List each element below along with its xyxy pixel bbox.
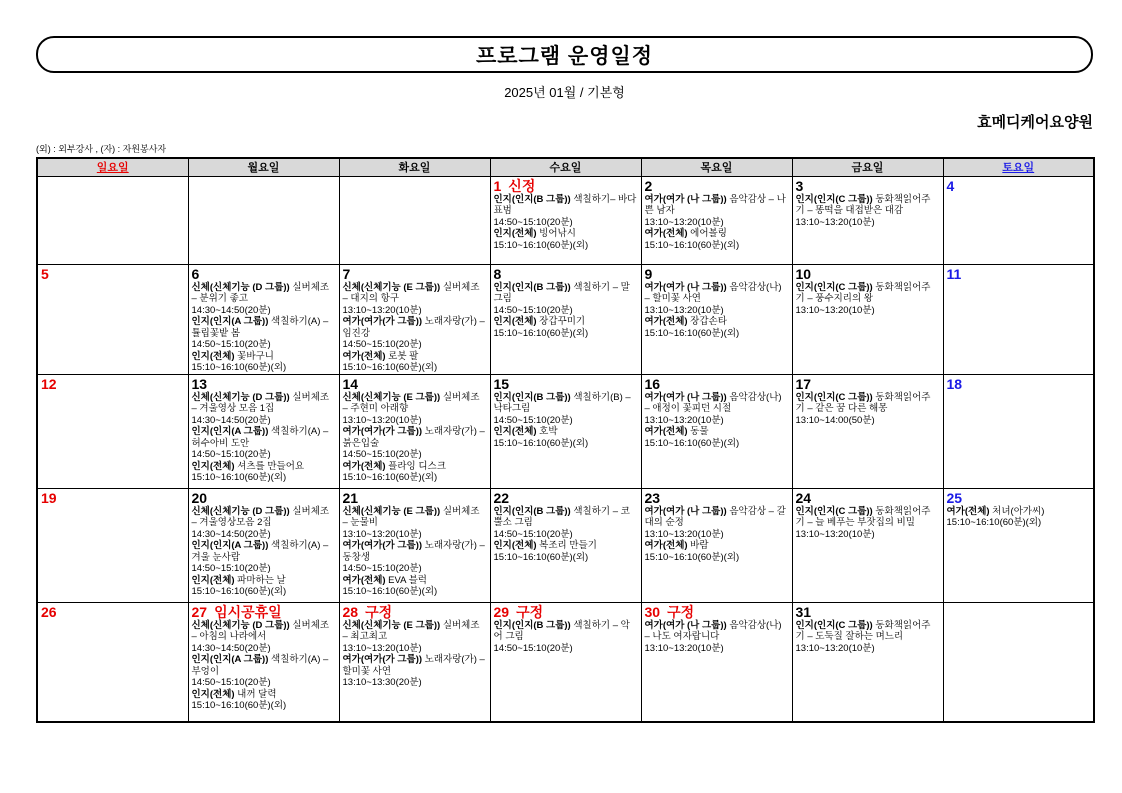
- program-time: 14:50~15:10(20분): [493, 414, 573, 426]
- date-number: 9: [644, 265, 653, 282]
- program-entry: 여가(여가(가 그룹)) 노래자랑(가) – 동창생: [342, 540, 485, 563]
- program-time: 14:50~15:10(20분): [493, 642, 573, 654]
- date-number: 14: [342, 375, 359, 392]
- program-time: 14:50~15:10(20분): [493, 528, 573, 540]
- program-entry: 인지(인지(A 그룹)) 색칠하기(A) – 허수아비 도안: [191, 426, 329, 449]
- program-entry: 인지(인지(A 그룹)) 색칠하기(A) – 부엉이: [191, 654, 329, 677]
- date-line: [796, 178, 940, 194]
- program-time: 15:10~16:10(60분)(외): [191, 700, 287, 711]
- program-time: 13:10~13:20(10분): [342, 642, 422, 654]
- program-time: 14:50~15:10(20분): [493, 304, 573, 316]
- date-line: [645, 376, 789, 392]
- program-entry: 여가(전체) 플라잉 디스크: [342, 460, 446, 472]
- calendar-cell-empty: [37, 176, 188, 264]
- calendar-cell-day-30: [641, 602, 792, 722]
- program-entry: 인지(인지(C 그룹)) 동화책읽어주기 – 도둑질 잘하는 며느리: [795, 619, 931, 642]
- program-entry: 인지(인지(A 그룹)) 색칠하기(A) – 튤립꽃밭 봄: [191, 316, 329, 339]
- program-category: 인지(인지(B 그룹)): [493, 505, 571, 517]
- program-entry: 여가(여가 (나 그룹)) 음악감상 – 갈대의 순정: [644, 505, 786, 528]
- program-category: 인지(인지(A 그룹)): [191, 426, 269, 437]
- program-entry: 인지(인지(C 그룹)) 동화책읽어주기 – 똥떡을 대접받은 대감: [795, 193, 931, 216]
- program-time: 13:10~13:20(10분): [644, 528, 724, 540]
- program-time: 14:30~14:50(20분): [191, 528, 271, 540]
- program-category: 여가(여가 (나 그룹)): [644, 281, 727, 293]
- calendar-cell-empty: [188, 176, 339, 264]
- date-line: [947, 490, 1091, 506]
- weekday-label: 목요일: [700, 162, 733, 175]
- date-number: 3: [795, 177, 804, 194]
- program-time: 14:50~15:10(20분): [191, 339, 271, 350]
- week-row-4: [37, 602, 1094, 722]
- calendar-cell-day-14: [339, 374, 490, 488]
- calendar-cell-day-19: [37, 488, 188, 602]
- date-line: [494, 178, 638, 194]
- program-category: 인지(전체): [191, 460, 235, 472]
- calendar-cell-day-15: [490, 374, 641, 488]
- program-entry: 여가(전체) 장갑손타: [644, 316, 727, 327]
- weekday-label: 월요일: [247, 162, 280, 175]
- program-category: 인지(전체): [493, 316, 537, 327]
- program-category: 인지(인지(B 그룹)): [493, 391, 571, 403]
- program-entry: 신체(신체기능 (E 그룹)) 실버체조 – 대지의 항구: [342, 281, 480, 304]
- date-number: 30: [644, 603, 661, 620]
- program-time: 13:10~13:20(10분): [644, 304, 724, 316]
- program-time: 15:10~16:10(60분)(외): [342, 472, 438, 483]
- program-category: 여가(여가 (나 그룹)): [644, 505, 727, 517]
- program-entry: 여가(전체) 동물: [644, 426, 709, 437]
- program-entry: 인지(인지(C 그룹)) 동화책읽어주기 – 같은 꿈 다른 해몽: [795, 391, 931, 414]
- facility-name: 효메디케어요양원: [977, 114, 1093, 131]
- program-entry: 인지(인지(B 그룹)) 색칠하기– 바다 표범: [493, 193, 637, 216]
- program-time: 15:10~16:10(60분)(외): [342, 586, 438, 597]
- program-category: 인지(인지(C 그룹)): [795, 505, 873, 517]
- schedule-calendar: [36, 157, 1095, 723]
- date-line: [947, 266, 1091, 282]
- program-time: 14:50~15:10(20분): [342, 563, 422, 574]
- date-line: [192, 266, 336, 282]
- calendar-cell-day-6: [188, 264, 339, 374]
- calendar-cell-day-17: [792, 374, 943, 488]
- program-time: 15:10~16:10(60분)(외): [644, 327, 740, 339]
- program-category: 인지(인지(C 그룹)): [795, 391, 873, 403]
- program-entry: 신체(신체기능 (E 그룹)) 실버체조 – 주현미 아래향: [342, 391, 480, 414]
- date-line: [343, 490, 487, 506]
- program-entry: 인지(인지(C 그룹)) 동화책읽어주기 – 풍수지리의 왕: [795, 281, 931, 304]
- weekday-label: 수요일: [549, 162, 582, 175]
- program-time: 13:10~13:30(20분): [342, 677, 422, 688]
- date-number: 20: [191, 489, 208, 506]
- calendar-cell-day-20: [188, 488, 339, 602]
- holiday-label: 구정: [516, 603, 544, 620]
- date-line: [796, 376, 940, 392]
- date-number: 27: [191, 603, 208, 620]
- date-number: 17: [795, 375, 812, 392]
- program-entry: 인지(전체) 빙어낚시: [493, 228, 576, 239]
- date-line: [343, 266, 487, 282]
- program-entry: 여가(여가 (나 그룹)) 음악감상(나) – 애정이 꽃피던 시절: [644, 391, 782, 414]
- calendar-cell-day-16: [641, 374, 792, 488]
- date-number: 6: [191, 265, 200, 282]
- program-time: 13:10~13:20(10분): [795, 642, 875, 654]
- date-number: 2: [644, 177, 653, 194]
- calendar-cell-day-31: [792, 602, 943, 722]
- program-category: 여가(전체): [644, 426, 688, 437]
- program-time: 15:10~16:10(60분)(외): [644, 437, 740, 449]
- program-category: 여가(전체): [342, 574, 386, 586]
- date-number: 26: [41, 603, 57, 620]
- date-line: [494, 490, 638, 506]
- date-number: 24: [795, 489, 812, 506]
- program-category: 신체(신체기능 (E 그룹)): [342, 505, 441, 517]
- calendar-cell-day-2: [641, 176, 792, 264]
- date-line: [41, 266, 185, 282]
- program-category: 신체(신체기능 (E 그룹)): [342, 391, 441, 403]
- program-category: 인지(전체): [191, 574, 235, 586]
- date-number: 18: [946, 375, 963, 392]
- program-category: 여가(전체): [644, 228, 688, 239]
- program-time: 14:50~15:10(20분): [342, 449, 422, 460]
- program-category: 인지(인지(C 그룹)): [795, 281, 873, 293]
- program-time: 13:10~13:20(10분): [342, 304, 422, 316]
- calendar-cell-day-12: [37, 374, 188, 488]
- week-row-3: [37, 488, 1094, 602]
- calendar-cell-day-3: [792, 176, 943, 264]
- program-category: 신체(신체기능 (D 그룹)): [191, 281, 290, 293]
- holiday-label: 구정: [365, 603, 393, 620]
- date-line: [494, 376, 638, 392]
- program-category: 인지(전체): [493, 540, 537, 551]
- date-number: 22: [493, 489, 510, 506]
- date-number: 23: [644, 489, 661, 506]
- program-time: 13:10~13:20(10분): [795, 304, 875, 316]
- date-number: 4: [946, 177, 955, 194]
- program-entry: 여가(전체) 에어볼링: [644, 228, 727, 239]
- program-category: 인지(인지(A 그룹)): [191, 654, 269, 665]
- program-category: 여가(여가(가 그룹)): [342, 426, 423, 437]
- program-time: 13:10~14:00(50분): [795, 414, 875, 426]
- program-time: 13:10~13:20(10분): [644, 216, 724, 228]
- weekday-header-weekday-4: [641, 158, 792, 176]
- program-time: 13:10~13:20(10분): [644, 414, 724, 426]
- program-time: 15:10~16:10(60분)(외): [191, 362, 287, 373]
- program-category: 신체(신체기능 (D 그룹)): [191, 619, 290, 631]
- program-category: 인지(인지(A 그룹)): [191, 540, 269, 551]
- weekday-label: 화요일: [398, 162, 431, 175]
- calendar-cell-day-8: [490, 264, 641, 374]
- program-entry: 여가(여가 (나 그룹)) 음악감상(나) – 나도 여자랍니다: [644, 619, 782, 642]
- program-time: 13:10~13:20(10분): [644, 642, 724, 654]
- program-category: 여가(전체): [644, 540, 688, 551]
- program-time: 14:30~14:50(20분): [191, 414, 271, 426]
- calendar-cell-day-13: [188, 374, 339, 488]
- program-entry: 여가(전체) 로봇 팔: [342, 350, 419, 362]
- program-category: 여가(전체): [342, 460, 386, 472]
- date-line: [645, 266, 789, 282]
- weekday-label: 일요일: [96, 162, 129, 175]
- program-time: 13:10~13:20(10분): [795, 216, 875, 228]
- program-time: 14:50~15:10(20분): [493, 216, 573, 228]
- date-line: [796, 490, 940, 506]
- program-time: 14:50~15:10(20분): [191, 563, 271, 574]
- program-entry: 인지(전체) 꽃바구니: [191, 350, 274, 362]
- weekday-label: 금요일: [851, 162, 884, 175]
- program-entry: 인지(전체) 파마하는 날: [191, 574, 286, 586]
- date-number: 7: [342, 265, 351, 282]
- program-entry: 인지(인지(C 그룹)) 동화책읽어주기 – 늘 베푸는 부잣집의 비밀: [795, 505, 931, 528]
- date-number: 11: [946, 265, 962, 282]
- date-line: [645, 490, 789, 506]
- program-time: 13:10~13:20(10분): [342, 414, 422, 426]
- date-number: 25: [946, 489, 963, 506]
- program-category: 인지(전체): [191, 350, 235, 362]
- calendar-cell-day-4: [943, 176, 1094, 264]
- calendar-cell-day-26: [37, 602, 188, 722]
- program-category: 여가(여가 (나 그룹)): [644, 193, 727, 205]
- program-entry: 여가(여가(가 그룹)) 노래자랑(가) – 할미꽃 사연: [342, 654, 485, 677]
- program-time: 15:10~16:10(60분)(외): [493, 437, 589, 449]
- holiday-label: 임시공휴일: [214, 603, 282, 620]
- date-line: [494, 604, 638, 620]
- weekday-header-weekday-5: [792, 158, 943, 176]
- week-row-1: [37, 264, 1094, 374]
- calendar-cell-day-27: [188, 602, 339, 722]
- program-entry: 신체(신체기능 (D 그룹)) 실버체조 – 아침의 나라에서: [191, 619, 330, 642]
- program-time: 13:10~13:20(10분): [795, 528, 875, 540]
- program-category: 여가(전체): [946, 505, 990, 517]
- date-line: [343, 604, 487, 620]
- weekday-label: 토요일: [1002, 162, 1035, 175]
- calendar-cell-day-1: [490, 176, 641, 264]
- weekday-header-saturday-6: [943, 158, 1094, 176]
- program-entry: 신체(신체기능 (D 그룹)) 실버체조 – 겨울영상모음 2집: [191, 505, 330, 528]
- program-category: 인지(인지(B 그룹)): [493, 281, 571, 293]
- date-line: [645, 178, 789, 194]
- calendar-cell-day-25: [943, 488, 1094, 602]
- calendar-cell-day-9: [641, 264, 792, 374]
- program-time: 15:10~16:10(60분)(외): [342, 362, 438, 373]
- program-entry: 인지(인지(B 그룹)) 색칠하기 – 악어 그림: [493, 619, 630, 642]
- legend-note: (외) : 외부강사 , (자) : 자원봉사자: [36, 144, 167, 154]
- program-category: 인지(전체): [191, 688, 235, 700]
- date-number: 29: [493, 603, 510, 620]
- program-entry: 인지(전체) 복조리 만들기: [493, 540, 597, 551]
- date-number: 10: [795, 265, 812, 282]
- program-entry: 여가(전체) EVA 블럭: [342, 574, 427, 586]
- program-entry: 여가(여가(가 그룹)) 노래자랑(가) – 붉은입술: [342, 426, 485, 449]
- date-line: [796, 604, 940, 620]
- program-time: 14:50~15:10(20분): [191, 449, 271, 460]
- date-line: [796, 266, 940, 282]
- calendar-cell-day-22: [490, 488, 641, 602]
- program-category: 인지(인지(C 그룹)): [795, 193, 873, 205]
- calendar-cell-day-21: [339, 488, 490, 602]
- date-number: 28: [342, 603, 359, 620]
- program-category: 인지(인지(A 그룹)): [191, 316, 269, 327]
- program-category: 신체(신체기능 (D 그룹)): [191, 505, 290, 517]
- program-category: 여가(여가(가 그룹)): [342, 654, 423, 665]
- program-entry: 여가(전체) 처녀(아가씨): [946, 505, 1045, 517]
- calendar-cell-day-28: [339, 602, 490, 722]
- program-entry: 여가(전체) 바람: [644, 540, 709, 551]
- date-number: 15: [493, 375, 510, 392]
- holiday-label: 구정: [667, 603, 695, 620]
- calendar-cell-day-24: [792, 488, 943, 602]
- calendar-cell-empty: [943, 602, 1094, 722]
- program-time: 15:10~16:10(60분)(외): [493, 551, 589, 563]
- calendar-cell-day-7: [339, 264, 490, 374]
- weekday-header-weekday-1: [188, 158, 339, 176]
- date-number: 21: [342, 489, 359, 506]
- program-entry: 인지(인지(B 그룹)) 색칠하기(B) – 낙타그림: [493, 391, 631, 414]
- date-line: [947, 178, 1091, 194]
- program-entry: 신체(신체기능 (E 그룹)) 실버체조 – 눈물비: [342, 505, 480, 528]
- date-number: 19: [41, 489, 57, 506]
- program-category: 인지(전체): [493, 228, 537, 239]
- program-time: 14:50~15:10(20분): [342, 339, 422, 350]
- date-number: 16: [644, 375, 661, 392]
- program-category: 여가(전체): [644, 316, 688, 327]
- date-number: 12: [41, 375, 57, 392]
- program-entry: 여가(여가 (나 그룹)) 음악감상(나) – 할미꽃 사연: [644, 281, 782, 304]
- program-category: 여가(여가 (나 그룹)): [644, 391, 727, 403]
- program-entry: 인지(전체) 내꺼 달력: [191, 688, 277, 700]
- calendar-cell-day-18: [943, 374, 1094, 488]
- calendar-cell-day-29: [490, 602, 641, 722]
- date-line: [41, 604, 185, 620]
- program-category: 여가(여가 (나 그룹)): [644, 619, 727, 631]
- program-entry: 여가(여가 (나 그룹)) 음악감상 – 나쁜 남자: [644, 193, 786, 216]
- date-number: 1: [493, 177, 502, 194]
- date-line: [645, 604, 789, 620]
- date-line: [192, 376, 336, 392]
- program-time: 15:10~16:10(60분)(외): [191, 586, 287, 597]
- date-line: [343, 376, 487, 392]
- date-number: 31: [795, 603, 812, 620]
- date-line: [41, 376, 185, 392]
- page-title: 프로그램 운영일정: [475, 44, 654, 68]
- week-row-0: [37, 176, 1094, 264]
- program-entry: 인지(전체) 호박: [493, 426, 558, 437]
- calendar-body: [37, 176, 1094, 722]
- program-category: 인지(전체): [493, 426, 537, 437]
- program-category: 신체(신체기능 (E 그룹)): [342, 281, 441, 293]
- date-number: 8: [493, 265, 502, 282]
- program-category: 여가(여가(가 그룹)): [342, 540, 423, 551]
- date-line: [41, 490, 185, 506]
- program-category: 인지(인지(C 그룹)): [795, 619, 873, 631]
- program-entry: 신체(신체기능 (E 그룹)) 실버체조 – 최고최고: [342, 619, 480, 642]
- program-entry: 인지(인지(B 그룹)) 색칠하기 – 말 그림: [493, 281, 630, 304]
- calendar-cell-empty: [339, 176, 490, 264]
- schedule-page: [36, 36, 1093, 723]
- date-line: [494, 266, 638, 282]
- program-entry: 인지(인지(A 그룹)) 색칠하기(A) – 겨울 눈사람: [191, 540, 329, 563]
- program-entry: 인지(전체) 장갑꾸미기: [493, 316, 586, 327]
- program-entry: 인지(전체) 셔츠를 만들어요: [191, 460, 305, 472]
- date-number: 5: [41, 265, 49, 282]
- program-time: 15:10~16:10(60분)(외): [493, 239, 589, 251]
- weekday-header-weekday-2: [339, 158, 490, 176]
- program-entry: 신체(신체기능 (D 그룹)) 실버체조 – 분위기 좋고: [191, 281, 330, 304]
- date-number: 13: [191, 375, 208, 392]
- program-entry: 여가(여가(가 그룹)) 노래자랑(가) – 임진강: [342, 316, 485, 339]
- program-entry: 신체(신체기능 (D 그룹)) 실버체조 – 겨울영상 모음 1집: [191, 391, 330, 414]
- program-time: 14:30~14:50(20분): [191, 304, 271, 316]
- calendar-cell-day-11: [943, 264, 1094, 374]
- program-time: 14:50~15:10(20분): [191, 677, 271, 688]
- date-line: [947, 376, 1091, 392]
- program-category: 인지(인지(B 그룹)): [493, 193, 571, 205]
- date-line: [192, 604, 336, 620]
- weekday-header-sunday-0: [37, 158, 188, 176]
- program-category: 여가(여가(가 그룹)): [342, 316, 423, 327]
- program-entry: 인지(인지(B 그룹)) 색칠하기 – 코뿔소 그림: [493, 505, 630, 528]
- program-category: 신체(신체기능 (E 그룹)): [342, 619, 441, 631]
- week-row-2: [37, 374, 1094, 488]
- program-time: 15:10~16:10(60분)(외): [493, 327, 589, 339]
- calendar-cell-day-5: [37, 264, 188, 374]
- program-time: 15:10~16:10(60분)(외): [644, 551, 740, 563]
- holiday-label: 신정: [508, 177, 536, 194]
- program-time: 14:30~14:50(20분): [191, 642, 271, 654]
- program-time: 15:10~16:10(60분)(외): [191, 472, 287, 483]
- program-time: 15:10~16:10(60분)(외): [644, 239, 740, 251]
- date-line: [192, 490, 336, 506]
- weekday-header-weekday-3: [490, 158, 641, 176]
- program-category: 신체(신체기능 (D 그룹)): [191, 391, 290, 403]
- program-category: 여가(전체): [342, 350, 386, 362]
- program-time: 13:10~13:20(10분): [342, 528, 422, 540]
- title-box: [36, 36, 1093, 73]
- weekday-header-row: [37, 158, 1094, 176]
- program-category: 인지(인지(B 그룹)): [493, 619, 571, 631]
- calendar-cell-day-10: [792, 264, 943, 374]
- program-time: 15:10~16:10(60분)(외): [946, 517, 1042, 528]
- calendar-cell-day-23: [641, 488, 792, 602]
- month-subtitle: 2025년 01월 / 기본형: [504, 85, 625, 100]
